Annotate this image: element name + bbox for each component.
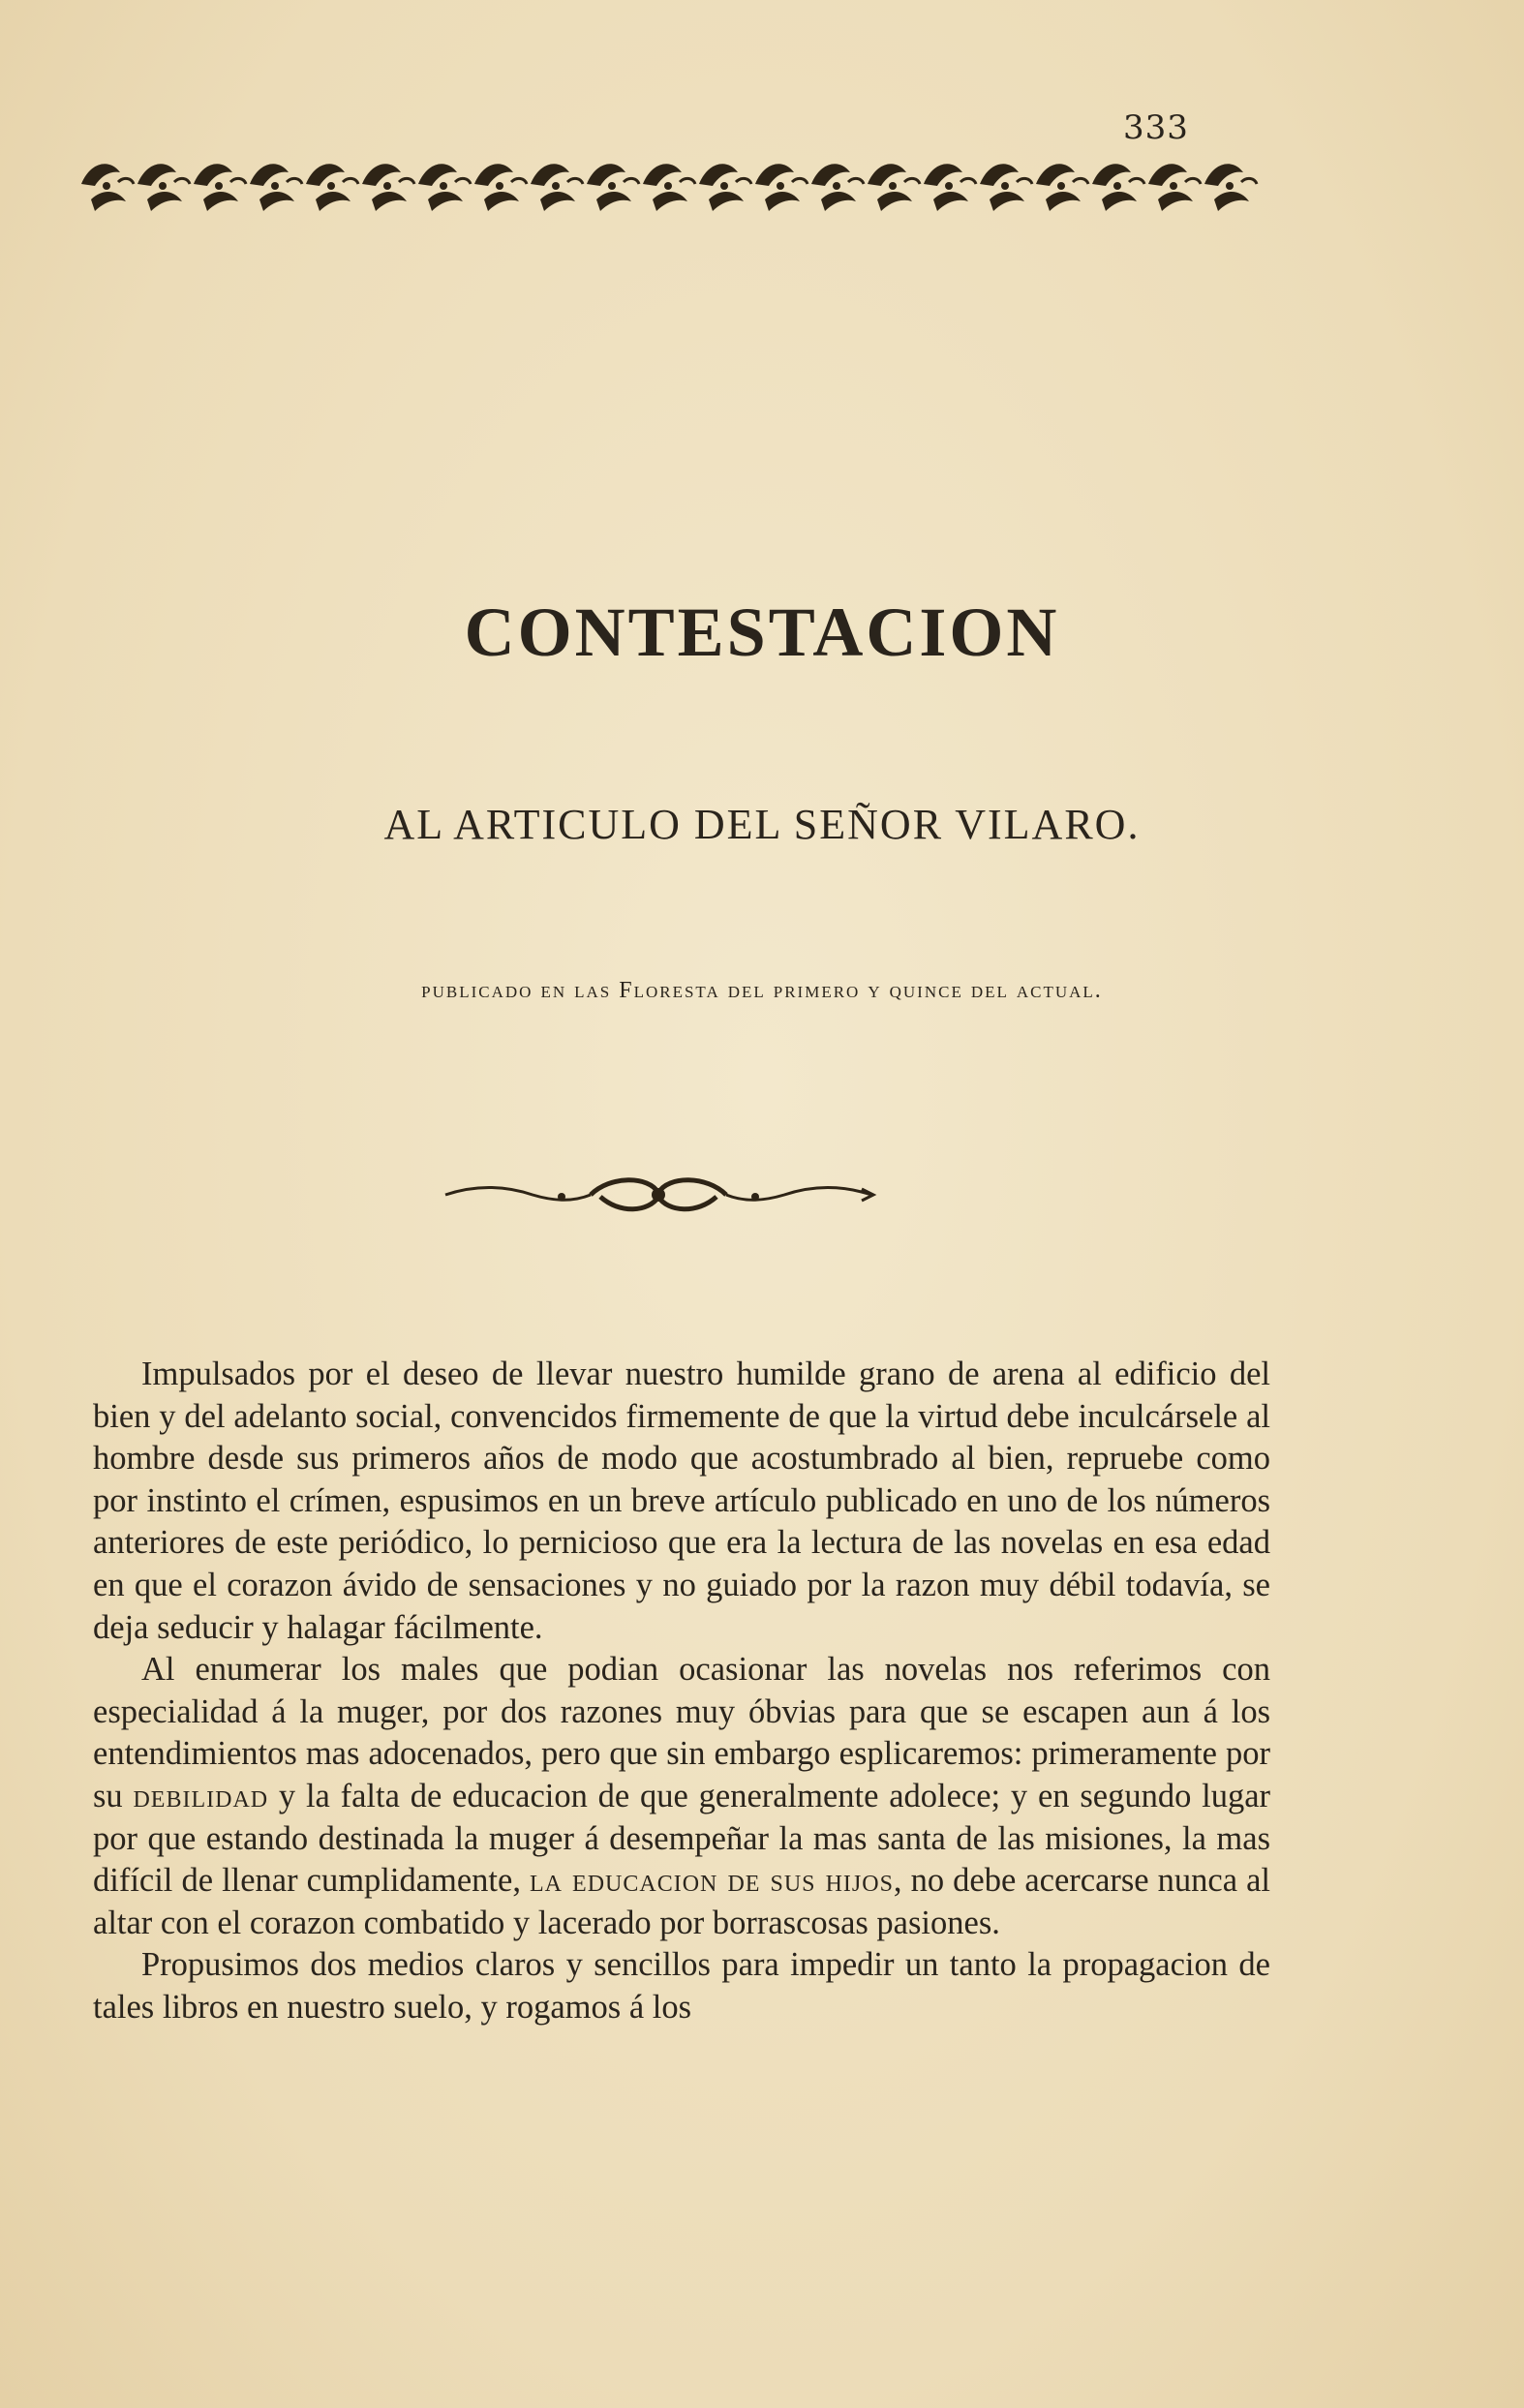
article-subtitle: AL ARTICULO DEL SEÑOR VILARO.	[383, 801, 1141, 848]
article-body	[93, 1354, 1270, 2029]
page-number: 333	[1123, 108, 1189, 147]
paragraph-2-part-c: , no debe acercarse nunca al altar con el corazon combatido y lacerado por borrascosas pasiones.	[93, 1862, 1270, 1941]
ornament-divider-icon	[436, 1168, 881, 1220]
emphasis-debilidad: debilidad	[133, 1777, 269, 1814]
paragraph-1: Impulsados por el deseo de llevar nuestro humilde grano de arena al edificio del bien y del adelanto social, convencidos firmemente de que la virtud debe inculcársele al hombre desde sus primeros años de modo que acostumbrado al bien, repruebe como por instinto el crímen, espusimos en un breve artículo publicado en uno de los números anteriores de este periódico, lo pernicioso que era la lectura de las novelas en esa edad en que el corazon ávido de sensaciones y no guiado por la razon muy débil todavía, se deja seducir y halagar fácilmente.	[93, 1356, 1270, 1646]
emphasis-educacion: la educacion de sus hijos	[530, 1862, 894, 1900]
publication-note: publicado en las Floresta del primero y quince del actual.	[421, 978, 1103, 1003]
paragraph-3: Propusimos dos medios claros y sencillos para impedir un tanto la propagacion de tales libros en nuestro suelo, y rogamos á los	[93, 1946, 1270, 2026]
article-title: CONTESTACION	[464, 594, 1060, 671]
paragraph-2-part-a: Al enumerar los males que podian ocasionar las novelas nos referimos con especialidad á la muger, por dos razones muy óbvias para que se escapen aun á los entendimientos mas adocenados, pero que sin embargo esplicaremos: primeramente por su	[93, 1651, 1270, 1814]
decorative-border-icon	[81, 153, 1265, 215]
paragraph-2	[93, 1649, 1270, 1944]
paragraph-2-part-b: y la falta de educacion de que generalmente adolece; y en segundo lugar por que estando destinada la muger á desempeñar la mas santa de las misiones, la mas difícil de llenar cumplidamente,	[93, 1777, 1270, 1900]
